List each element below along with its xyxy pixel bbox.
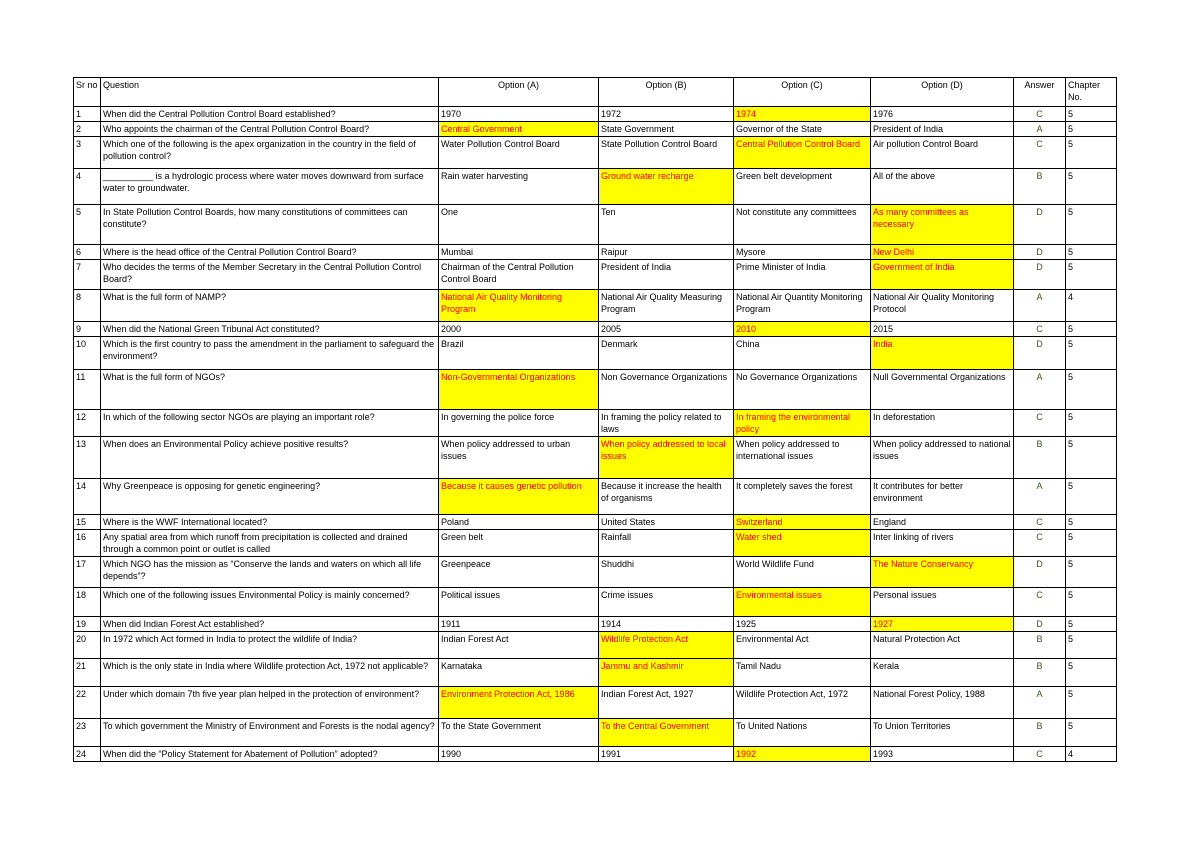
- row-option-c: 1974: [734, 107, 871, 122]
- row-chapter-no: 4: [1066, 290, 1117, 322]
- row-option-c: Environmental issues: [734, 588, 871, 617]
- row-question: Which is the only state in India where Wildlife protection Act, 1972 not applicable?: [101, 659, 439, 687]
- row-option-a: Because it causes genetic pollution: [439, 479, 599, 515]
- row-chapter-no: 5: [1066, 687, 1117, 719]
- row-option-b: Because it increase the health of organisms: [599, 479, 734, 515]
- row-option-d: Air pollution Control Board: [871, 137, 1014, 169]
- table-row: [74, 687, 1117, 719]
- row-option-d: President of India: [871, 122, 1014, 137]
- header-sr-no: Sr no: [74, 78, 101, 107]
- row-chapter-no: 5: [1066, 515, 1117, 530]
- row-chapter-no: 5: [1066, 659, 1117, 687]
- row-option-c: Environmental Act: [734, 632, 871, 659]
- row-option-b: 2005: [599, 322, 734, 337]
- row-option-c: China: [734, 337, 871, 370]
- row-answer: C: [1014, 410, 1066, 437]
- row-option-d: When policy addressed to national issues: [871, 437, 1014, 479]
- row-option-a: Mumbai: [439, 245, 599, 260]
- row-option-b: When policy addressed to local issues: [599, 437, 734, 479]
- row-question: When did the “Policy Statement for Abatement of Pollution” adopted?: [101, 747, 439, 762]
- row-option-c: Central Pollution Control Board: [734, 137, 871, 169]
- row-option-a: Karnataka: [439, 659, 599, 687]
- row-sr-no: 17: [74, 557, 101, 588]
- row-option-b: State Pollution Control Board: [599, 137, 734, 169]
- row-option-c: Water shed: [734, 530, 871, 557]
- row-option-d: Inter linking of rivers: [871, 530, 1014, 557]
- row-option-c: When policy addressed to international issues: [734, 437, 871, 479]
- row-question: Any spatial area from which runoff from precipitation is collected and drained through a common point or outlet is called: [101, 530, 439, 557]
- row-question: What is the full form of NGOs?: [101, 370, 439, 410]
- row-answer: A: [1014, 290, 1066, 322]
- row-option-c: 2010: [734, 322, 871, 337]
- header-option-b: Option (B): [599, 78, 734, 107]
- row-chapter-no: 5: [1066, 107, 1117, 122]
- row-option-d: Null Governmental Organizations: [871, 370, 1014, 410]
- row-sr-no: 11: [74, 370, 101, 410]
- table-row: [74, 617, 1117, 632]
- row-answer: C: [1014, 107, 1066, 122]
- row-question: Which NGO has the mission as “Conserve the lands and waters on which all life depends”?: [101, 557, 439, 588]
- row-option-a: Water Pollution Control Board: [439, 137, 599, 169]
- header-chapter-no: Chapter No.: [1066, 78, 1117, 107]
- row-answer: A: [1014, 479, 1066, 515]
- row-chapter-no: 5: [1066, 169, 1117, 205]
- table-row: [74, 437, 1117, 479]
- row-chapter-no: 5: [1066, 530, 1117, 557]
- row-option-a: 1911: [439, 617, 599, 632]
- header-answer: Answer: [1014, 78, 1066, 107]
- row-chapter-no: 4: [1066, 747, 1117, 762]
- row-chapter-no: 5: [1066, 137, 1117, 169]
- table-row: [74, 137, 1117, 169]
- row-option-b: United States: [599, 515, 734, 530]
- row-sr-no: 12: [74, 410, 101, 437]
- row-sr-no: 15: [74, 515, 101, 530]
- row-sr-no: 23: [74, 719, 101, 747]
- table-row: [74, 322, 1117, 337]
- header-option-d: Option (D): [871, 78, 1014, 107]
- row-option-b: Ten: [599, 205, 734, 245]
- row-option-d: Natural Protection Act: [871, 632, 1014, 659]
- row-question: When does an Environmental Policy achieve positive results?: [101, 437, 439, 479]
- row-option-c: No Governance Organizations: [734, 370, 871, 410]
- row-option-d: Government of India: [871, 260, 1014, 290]
- row-chapter-no: 5: [1066, 617, 1117, 632]
- row-question: Which one of the following issues Environmental Policy is mainly concerned?: [101, 588, 439, 617]
- row-option-d: The Nature Conservancy: [871, 557, 1014, 588]
- row-chapter-no: 5: [1066, 719, 1117, 747]
- row-question: Where is the head office of the Central Pollution Control Board?: [101, 245, 439, 260]
- row-option-a: Greenpeace: [439, 557, 599, 588]
- row-option-b: In framing the policy related to laws: [599, 410, 734, 437]
- row-option-d: New Delhi: [871, 245, 1014, 260]
- row-answer: C: [1014, 515, 1066, 530]
- row-question: Where is the WWF International located?: [101, 515, 439, 530]
- row-option-b: State Government: [599, 122, 734, 137]
- row-option-c: Green belt development: [734, 169, 871, 205]
- row-chapter-no: 5: [1066, 260, 1117, 290]
- row-answer: D: [1014, 245, 1066, 260]
- row-option-d: Kerala: [871, 659, 1014, 687]
- table-row: [74, 337, 1117, 370]
- row-answer: D: [1014, 337, 1066, 370]
- row-sr-no: 24: [74, 747, 101, 762]
- row-option-b: National Air Quality Measuring Program: [599, 290, 734, 322]
- table-row: [74, 122, 1117, 137]
- row-option-a: Chairman of the Central Pollution Control Board: [439, 260, 599, 290]
- row-option-c: To United Nations: [734, 719, 871, 747]
- row-sr-no: 4: [74, 169, 101, 205]
- row-option-d: 1993: [871, 747, 1014, 762]
- table-row: [74, 290, 1117, 322]
- table-row: [74, 107, 1117, 122]
- row-option-a: When policy addressed to urban issues: [439, 437, 599, 479]
- row-option-d: 1976: [871, 107, 1014, 122]
- row-option-b: Indian Forest Act, 1927: [599, 687, 734, 719]
- row-option-a: Central Government: [439, 122, 599, 137]
- row-answer: C: [1014, 747, 1066, 762]
- row-option-b: Crime issues: [599, 588, 734, 617]
- row-chapter-no: 5: [1066, 437, 1117, 479]
- row-option-c: It completely saves the forest: [734, 479, 871, 515]
- row-option-a: To the State Government: [439, 719, 599, 747]
- row-option-a: Environment Protection Act, 1986: [439, 687, 599, 719]
- row-option-a: National Air Quality Monitoring Program: [439, 290, 599, 322]
- row-answer: D: [1014, 260, 1066, 290]
- row-answer: B: [1014, 437, 1066, 479]
- row-option-d: In deforestation: [871, 410, 1014, 437]
- row-option-c: National Air Quantity Monitoring Program: [734, 290, 871, 322]
- row-option-d: As many committees as necessary: [871, 205, 1014, 245]
- row-sr-no: 3: [74, 137, 101, 169]
- table-row: [74, 410, 1117, 437]
- row-option-c: 1992: [734, 747, 871, 762]
- row-question: In which of the following sector NGOs are playing an important role?: [101, 410, 439, 437]
- row-chapter-no: 5: [1066, 557, 1117, 588]
- row-answer: D: [1014, 205, 1066, 245]
- row-option-c: Prime Minister of India: [734, 260, 871, 290]
- row-option-a: Rain water harvesting: [439, 169, 599, 205]
- mcq-table: [73, 77, 1117, 762]
- row-option-b: Denmark: [599, 337, 734, 370]
- row-option-c: Mysore: [734, 245, 871, 260]
- table-row: [74, 659, 1117, 687]
- header-option-c: Option (C): [734, 78, 871, 107]
- row-chapter-no: 5: [1066, 588, 1117, 617]
- row-sr-no: 7: [74, 260, 101, 290]
- row-option-d: All of the above: [871, 169, 1014, 205]
- row-answer: A: [1014, 687, 1066, 719]
- table-row: [74, 557, 1117, 588]
- row-option-c: Governor of the State: [734, 122, 871, 137]
- row-sr-no: 20: [74, 632, 101, 659]
- row-option-d: Personal issues: [871, 588, 1014, 617]
- row-option-b: Shuddhi: [599, 557, 734, 588]
- row-option-a: Non-Governmental Organizations: [439, 370, 599, 410]
- row-chapter-no: 5: [1066, 245, 1117, 260]
- table-row: [74, 632, 1117, 659]
- row-chapter-no: 5: [1066, 370, 1117, 410]
- row-option-b: 1914: [599, 617, 734, 632]
- row-chapter-no: 5: [1066, 410, 1117, 437]
- table-row: [74, 479, 1117, 515]
- row-question: Which one of the following is the apex organization in the country in the field of pollution control?: [101, 137, 439, 169]
- row-question: When did the National Green Tribunal Act constituted?: [101, 322, 439, 337]
- row-option-a: 1990: [439, 747, 599, 762]
- row-option-a: Brazil: [439, 337, 599, 370]
- row-option-a: Green belt: [439, 530, 599, 557]
- row-answer: C: [1014, 530, 1066, 557]
- row-option-a: Political issues: [439, 588, 599, 617]
- row-option-d: India: [871, 337, 1014, 370]
- row-answer: C: [1014, 322, 1066, 337]
- row-option-c: World Wildlife Fund: [734, 557, 871, 588]
- row-answer: B: [1014, 659, 1066, 687]
- table-row: [74, 588, 1117, 617]
- row-option-c: Tamil Nadu: [734, 659, 871, 687]
- table-row: [74, 370, 1117, 410]
- row-sr-no: 2: [74, 122, 101, 137]
- row-option-b: Non Governance Organizations: [599, 370, 734, 410]
- row-option-b: 1991: [599, 747, 734, 762]
- row-answer: D: [1014, 557, 1066, 588]
- row-question: When did the Central Pollution Control Board established?: [101, 107, 439, 122]
- row-answer: C: [1014, 588, 1066, 617]
- table-row: [74, 169, 1117, 205]
- row-sr-no: 9: [74, 322, 101, 337]
- row-option-a: 1970: [439, 107, 599, 122]
- table-row: [74, 205, 1117, 245]
- row-sr-no: 1: [74, 107, 101, 122]
- row-option-d: National Forest Policy, 1988: [871, 687, 1014, 719]
- row-option-c: Wildlife Protection Act, 1972: [734, 687, 871, 719]
- row-question: When did Indian Forest Act established?: [101, 617, 439, 632]
- row-sr-no: 13: [74, 437, 101, 479]
- table-row: [74, 260, 1117, 290]
- table-row: [74, 515, 1117, 530]
- row-question: In State Pollution Control Boards, how many constitutions of committees can constitute?: [101, 205, 439, 245]
- header-question: Question: [101, 78, 439, 107]
- row-option-b: Ground water recharge: [599, 169, 734, 205]
- row-question: Who appoints the chairman of the Central Pollution Control Board?: [101, 122, 439, 137]
- table-row: [74, 530, 1117, 557]
- row-option-b: 1972: [599, 107, 734, 122]
- row-answer: A: [1014, 122, 1066, 137]
- row-option-c: Not constitute any committees: [734, 205, 871, 245]
- table-row: [74, 719, 1117, 747]
- row-question: __________ is a hydrologic process where water moves downward from surface water to groundwater.: [101, 169, 439, 205]
- table-row: [74, 245, 1117, 260]
- row-chapter-no: 5: [1066, 479, 1117, 515]
- row-sr-no: 18: [74, 588, 101, 617]
- row-option-a: In governing the police force: [439, 410, 599, 437]
- row-sr-no: 8: [74, 290, 101, 322]
- row-sr-no: 14: [74, 479, 101, 515]
- row-sr-no: 6: [74, 245, 101, 260]
- row-option-b: Raipur: [599, 245, 734, 260]
- row-sr-no: 10: [74, 337, 101, 370]
- row-option-a: Poland: [439, 515, 599, 530]
- row-question: Under which domain 7th five year plan helped in the protection of environment?: [101, 687, 439, 719]
- row-question: To which government the Ministry of Environment and Forests is the nodal agency?: [101, 719, 439, 747]
- row-option-b: Jammu and Kashmir: [599, 659, 734, 687]
- row-option-d: 2015: [871, 322, 1014, 337]
- row-option-c: 1925: [734, 617, 871, 632]
- row-option-a: One: [439, 205, 599, 245]
- table-row: [74, 747, 1117, 762]
- row-option-c: Switzerland: [734, 515, 871, 530]
- row-chapter-no: 5: [1066, 337, 1117, 370]
- row-sr-no: 16: [74, 530, 101, 557]
- header-option-a: Option (A): [439, 78, 599, 107]
- row-option-d: England: [871, 515, 1014, 530]
- row-chapter-no: 5: [1066, 205, 1117, 245]
- row-question: Why Greenpeace is opposing for genetic engineering?: [101, 479, 439, 515]
- row-option-d: 1927: [871, 617, 1014, 632]
- row-sr-no: 21: [74, 659, 101, 687]
- row-option-b: Rainfall: [599, 530, 734, 557]
- row-question: In 1972 which Act formed in India to protect the wildlife of India?: [101, 632, 439, 659]
- row-question: Who decides the terms of the Member Secretary in the Central Pollution Control Board?: [101, 260, 439, 290]
- row-sr-no: 5: [74, 205, 101, 245]
- row-option-a: 2000: [439, 322, 599, 337]
- row-sr-no: 22: [74, 687, 101, 719]
- row-answer: D: [1014, 617, 1066, 632]
- row-option-c: In framing the environmental policy: [734, 410, 871, 437]
- row-option-d: It contributes for better environment: [871, 479, 1014, 515]
- row-answer: B: [1014, 719, 1066, 747]
- row-answer: A: [1014, 370, 1066, 410]
- row-question: Which is the first country to pass the amendment in the parliament to safeguard the environment?: [101, 337, 439, 370]
- row-answer: C: [1014, 137, 1066, 169]
- row-option-a: Indian Forest Act: [439, 632, 599, 659]
- row-chapter-no: 5: [1066, 322, 1117, 337]
- row-answer: B: [1014, 632, 1066, 659]
- row-chapter-no: 5: [1066, 122, 1117, 137]
- row-option-b: Wildlife Protection Act: [599, 632, 734, 659]
- row-option-b: President of India: [599, 260, 734, 290]
- row-option-b: To the Central Government: [599, 719, 734, 747]
- row-option-d: National Air Quality Monitoring Protocol: [871, 290, 1014, 322]
- header-row: [74, 78, 1117, 107]
- row-sr-no: 19: [74, 617, 101, 632]
- row-question: What is the full form of NAMP?: [101, 290, 439, 322]
- row-option-d: To Union Territories: [871, 719, 1014, 747]
- row-chapter-no: 5: [1066, 632, 1117, 659]
- row-answer: B: [1014, 169, 1066, 205]
